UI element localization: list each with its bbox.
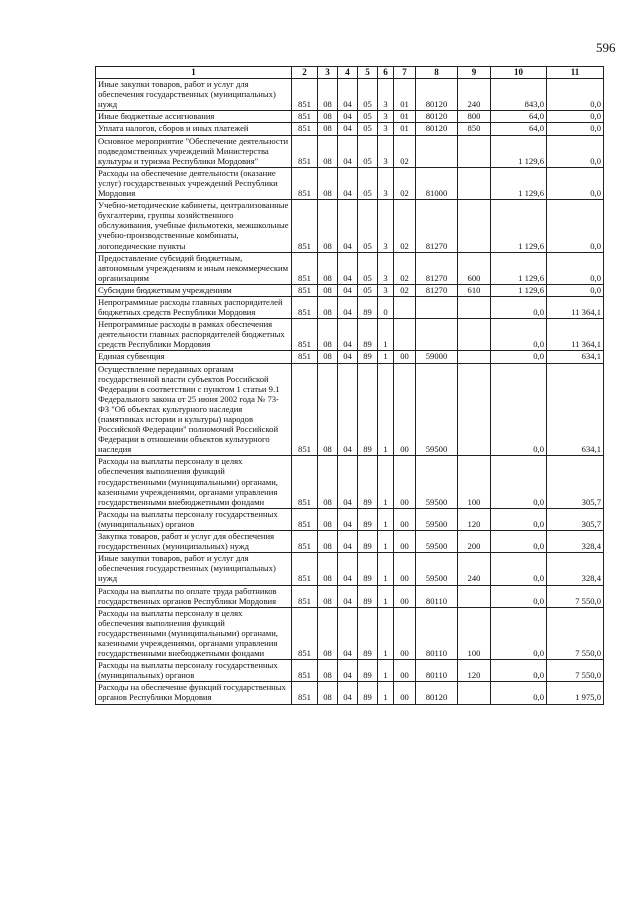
code-cell: 851	[292, 531, 318, 553]
column-header: 10	[491, 67, 547, 79]
amount-cell: 1 129,6	[491, 167, 547, 199]
amount-cell: 0,0	[491, 607, 547, 659]
code-cell: 02	[394, 200, 416, 252]
code-cell: 59000	[416, 351, 458, 363]
page-number: 596	[596, 40, 616, 55]
code-cell: 00	[394, 585, 416, 607]
amount-cell: 64,0	[491, 111, 547, 123]
code-cell: 08	[318, 660, 338, 682]
code-cell: 3	[378, 200, 394, 252]
code-cell: 851	[292, 200, 318, 252]
code-cell: 08	[318, 135, 338, 167]
code-cell: 120	[458, 660, 491, 682]
code-cell: 04	[338, 363, 358, 456]
budget-table	[95, 66, 604, 705]
code-cell: 04	[338, 607, 358, 659]
table-row	[96, 585, 604, 607]
code-cell: 08	[318, 553, 338, 585]
code-cell: 00	[394, 351, 416, 363]
code-cell: 59500	[416, 456, 458, 508]
row-name-cell: Расходы на выплаты персоналу в целях обеспечения выполнения функций государственными (муниципальными) органами, казенными учреждениями, органами управления государственными внебюджетными фондами	[96, 456, 292, 508]
code-cell: 89	[358, 351, 378, 363]
code-cell: 08	[318, 508, 338, 530]
code-cell: 04	[338, 296, 358, 318]
code-cell: 89	[358, 553, 378, 585]
row-name-cell: Предоставление субсидий бюджетным, автономным учреждениям и иным некоммерческим организациям	[96, 252, 292, 284]
code-cell: 89	[358, 508, 378, 530]
table-row	[96, 79, 604, 111]
row-name-cell: Непрограммные расходы в рамках обеспечения деятельности главных распорядителей бюджетных средств Республики Мордовия	[96, 319, 292, 351]
code-cell: 01	[394, 123, 416, 135]
code-cell: 3	[378, 167, 394, 199]
code-cell: 851	[292, 607, 318, 659]
code-cell: 04	[338, 456, 358, 508]
row-name-cell: Учебно-методические кабинеты, централизованные бухгалтерии, группы хозяйственного обслуживания, учебные фильмотеки, межшкольные учебно-производственные комбинаты, логопедические пункты	[96, 200, 292, 252]
code-cell: 610	[458, 284, 491, 296]
code-cell: 851	[292, 79, 318, 111]
code-cell: 02	[394, 135, 416, 167]
code-cell: 240	[458, 79, 491, 111]
code-cell: 08	[318, 284, 338, 296]
amount-cell: 0,0	[491, 456, 547, 508]
column-header: 7	[394, 67, 416, 79]
code-cell: 1	[378, 456, 394, 508]
column-header: 5	[358, 67, 378, 79]
code-cell: 80120	[416, 111, 458, 123]
amount-cell: 11 364,1	[547, 319, 604, 351]
table-row	[96, 607, 604, 659]
row-name-cell: Расходы на выплаты персоналу в целях обеспечения выполнения функций государственными (муниципальными) органами, казенными учреждениями, органами управления государственными внебюджетными фондами	[96, 607, 292, 659]
code-cell: 08	[318, 252, 338, 284]
column-header: 11	[547, 67, 604, 79]
code-cell: 851	[292, 135, 318, 167]
code-cell: 04	[338, 200, 358, 252]
code-cell: 100	[458, 607, 491, 659]
code-cell: 851	[292, 252, 318, 284]
code-cell: 81000	[416, 167, 458, 199]
amount-cell: 0,0	[491, 585, 547, 607]
code-cell: 59500	[416, 363, 458, 456]
code-cell: 08	[318, 607, 338, 659]
amount-cell: 64,0	[491, 123, 547, 135]
code-cell: 3	[378, 111, 394, 123]
code-cell: 05	[358, 79, 378, 111]
row-name-cell: Расходы на выплаты по оплате труда работников государственных органов Республики Мордовия	[96, 585, 292, 607]
code-cell: 08	[318, 531, 338, 553]
table-row	[96, 508, 604, 530]
code-cell: 850	[458, 123, 491, 135]
code-cell: 851	[292, 660, 318, 682]
code-cell: 1	[378, 531, 394, 553]
code-cell: 04	[338, 553, 358, 585]
amount-cell: 634,1	[547, 363, 604, 456]
code-cell: 851	[292, 456, 318, 508]
code-cell: 89	[358, 660, 378, 682]
code-cell	[394, 296, 416, 318]
code-cell: 59500	[416, 531, 458, 553]
code-cell: 3	[378, 79, 394, 111]
code-cell: 1	[378, 553, 394, 585]
code-cell: 89	[358, 607, 378, 659]
code-cell: 04	[338, 319, 358, 351]
code-cell	[458, 296, 491, 318]
code-cell: 0	[378, 296, 394, 318]
code-cell: 59500	[416, 508, 458, 530]
code-cell: 89	[358, 682, 378, 704]
row-name-cell: Закупка товаров, работ и услуг для обеспечения государственных (муниципальных) нужд	[96, 531, 292, 553]
code-cell	[416, 135, 458, 167]
amount-cell: 0,0	[491, 682, 547, 704]
table-row	[96, 167, 604, 199]
code-cell: 3	[378, 135, 394, 167]
code-cell: 08	[318, 111, 338, 123]
amount-cell: 0,0	[547, 111, 604, 123]
row-name-cell: Осуществление переданных органам государственной власти субъектов Российской Федерации в соответствии с пунктом 1 статьи 9.1 Федерального закона от 25 июня 2002 года № 73-ФЗ "Об объектах культурного наследия (памятниках истории и культуры) народов Российской Федерации" полномочий Российской Федерации в отношении объектов культурного наследия	[96, 363, 292, 456]
code-cell: 80120	[416, 123, 458, 135]
code-cell: 05	[358, 284, 378, 296]
code-cell: 00	[394, 660, 416, 682]
code-cell: 59500	[416, 553, 458, 585]
code-cell: 100	[458, 456, 491, 508]
amount-cell: 0,0	[491, 351, 547, 363]
table-row	[96, 284, 604, 296]
code-cell: 89	[358, 585, 378, 607]
code-cell: 02	[394, 252, 416, 284]
table-row	[96, 123, 604, 135]
code-cell: 08	[318, 363, 338, 456]
code-cell: 05	[358, 167, 378, 199]
code-cell	[394, 319, 416, 351]
row-name-cell: Иные закупки товаров, работ и услуг для обеспечения государственных (муниципальных) нужд	[96, 79, 292, 111]
table-row	[96, 660, 604, 682]
amount-cell: 0,0	[547, 135, 604, 167]
code-cell: 04	[338, 508, 358, 530]
code-cell: 240	[458, 553, 491, 585]
code-cell: 89	[358, 531, 378, 553]
code-cell: 80110	[416, 607, 458, 659]
amount-cell: 0,0	[547, 284, 604, 296]
code-cell	[458, 135, 491, 167]
table-row	[96, 456, 604, 508]
code-cell: 1	[378, 660, 394, 682]
code-cell: 851	[292, 585, 318, 607]
code-cell: 04	[338, 585, 358, 607]
code-cell: 89	[358, 296, 378, 318]
code-cell: 1	[378, 351, 394, 363]
row-name-cell: Непрограммные расходы главных распорядителей бюджетных средств Республики Мордовия	[96, 296, 292, 318]
code-cell: 04	[338, 79, 358, 111]
code-cell: 851	[292, 508, 318, 530]
row-name-cell: Уплата налогов, сборов и иных платежей	[96, 123, 292, 135]
code-cell: 01	[394, 111, 416, 123]
code-cell: 3	[378, 252, 394, 284]
code-cell: 05	[358, 111, 378, 123]
amount-cell: 1 975,0	[547, 682, 604, 704]
row-name-cell: Субсидии бюджетным учреждениям	[96, 284, 292, 296]
code-cell: 04	[338, 531, 358, 553]
amount-cell: 0,0	[491, 508, 547, 530]
code-cell: 851	[292, 351, 318, 363]
code-cell: 851	[292, 319, 318, 351]
table-row	[96, 553, 604, 585]
table-row	[96, 296, 604, 318]
code-cell: 08	[318, 200, 338, 252]
code-cell: 04	[338, 135, 358, 167]
code-cell: 80110	[416, 585, 458, 607]
code-cell: 00	[394, 508, 416, 530]
amount-cell: 0,0	[547, 79, 604, 111]
row-name-cell: Единая субвенция	[96, 351, 292, 363]
row-name-cell: Основное мероприятие "Обеспечение деятельности подведомственных учреждений Министерства культуры и туризма Республики Мордовия"	[96, 135, 292, 167]
column-header: 1	[96, 67, 292, 79]
code-cell: 04	[338, 284, 358, 296]
code-cell: 1	[378, 508, 394, 530]
code-cell: 04	[338, 351, 358, 363]
code-cell: 1	[378, 607, 394, 659]
code-cell	[458, 319, 491, 351]
amount-cell: 0,0	[547, 252, 604, 284]
code-cell: 89	[358, 363, 378, 456]
code-cell: 3	[378, 123, 394, 135]
table-row	[96, 135, 604, 167]
amount-cell: 7 550,0	[547, 660, 604, 682]
row-name-cell: Иные бюджетные ассигнования	[96, 111, 292, 123]
code-cell: 00	[394, 553, 416, 585]
code-cell: 89	[358, 319, 378, 351]
code-cell	[458, 682, 491, 704]
code-cell: 80120	[416, 79, 458, 111]
code-cell: 00	[394, 682, 416, 704]
code-cell: 81270	[416, 252, 458, 284]
code-cell: 05	[358, 123, 378, 135]
code-cell: 08	[318, 79, 338, 111]
code-cell: 02	[394, 167, 416, 199]
code-cell: 08	[318, 296, 338, 318]
table-row	[96, 252, 604, 284]
amount-cell: 7 550,0	[547, 585, 604, 607]
code-cell: 05	[358, 200, 378, 252]
table-row	[96, 682, 604, 704]
code-cell: 00	[394, 363, 416, 456]
amount-cell: 0,0	[491, 319, 547, 351]
amount-cell: 0,0	[491, 531, 547, 553]
code-cell: 08	[318, 123, 338, 135]
code-cell: 1	[378, 585, 394, 607]
code-cell: 00	[394, 531, 416, 553]
code-cell: 08	[318, 319, 338, 351]
code-cell: 01	[394, 79, 416, 111]
code-cell: 81270	[416, 200, 458, 252]
code-cell: 08	[318, 167, 338, 199]
code-cell: 04	[338, 252, 358, 284]
table-row	[96, 200, 604, 252]
table-row	[96, 111, 604, 123]
code-cell: 05	[358, 135, 378, 167]
code-cell	[416, 296, 458, 318]
code-cell: 1	[378, 363, 394, 456]
code-cell: 120	[458, 508, 491, 530]
code-cell: 08	[318, 456, 338, 508]
amount-cell: 305,7	[547, 456, 604, 508]
code-cell: 81270	[416, 284, 458, 296]
code-cell: 851	[292, 682, 318, 704]
code-cell: 89	[358, 456, 378, 508]
code-cell: 3	[378, 284, 394, 296]
amount-cell: 0,0	[491, 363, 547, 456]
column-header: 8	[416, 67, 458, 79]
code-cell: 08	[318, 351, 338, 363]
table-row	[96, 363, 604, 456]
code-cell: 08	[318, 585, 338, 607]
row-name-cell: Иные закупки товаров, работ и услуг для обеспечения государственных (муниципальных) нужд	[96, 553, 292, 585]
table-header-row	[96, 67, 604, 79]
code-cell: 851	[292, 123, 318, 135]
amount-cell: 634,1	[547, 351, 604, 363]
code-cell	[458, 363, 491, 456]
code-cell: 800	[458, 111, 491, 123]
code-cell: 05	[358, 252, 378, 284]
amount-cell: 1 129,6	[491, 135, 547, 167]
code-cell: 04	[338, 660, 358, 682]
row-name-cell: Расходы на обеспечение деятельности (оказание услуг) государственных учреждений Республики Мордовия	[96, 167, 292, 199]
code-cell	[458, 200, 491, 252]
amount-cell: 1 129,6	[491, 284, 547, 296]
code-cell: 851	[292, 111, 318, 123]
code-cell: 04	[338, 123, 358, 135]
code-cell: 600	[458, 252, 491, 284]
code-cell: 851	[292, 167, 318, 199]
amount-cell: 7 550,0	[547, 607, 604, 659]
column-header: 9	[458, 67, 491, 79]
code-cell: 00	[394, 456, 416, 508]
amount-cell: 305,7	[547, 508, 604, 530]
amount-cell: 843,0	[491, 79, 547, 111]
column-header: 2	[292, 67, 318, 79]
amount-cell: 0,0	[547, 200, 604, 252]
amount-cell: 0,0	[491, 296, 547, 318]
code-cell: 851	[292, 363, 318, 456]
amount-cell: 1 129,6	[491, 252, 547, 284]
amount-cell: 11 364,1	[547, 296, 604, 318]
code-cell: 08	[318, 682, 338, 704]
code-cell: 80120	[416, 682, 458, 704]
amount-cell: 0,0	[491, 660, 547, 682]
row-name-cell: Расходы на выплаты персоналу государственных (муниципальных) органов	[96, 508, 292, 530]
table-row	[96, 531, 604, 553]
code-cell: 1	[378, 319, 394, 351]
code-cell: 200	[458, 531, 491, 553]
code-cell	[458, 585, 491, 607]
amount-cell: 0,0	[547, 167, 604, 199]
code-cell: 00	[394, 607, 416, 659]
amount-cell: 328,4	[547, 553, 604, 585]
row-name-cell: Расходы на обеспечение функций государственных органов Республики Мордовия	[96, 682, 292, 704]
code-cell: 1	[378, 682, 394, 704]
code-cell: 04	[338, 167, 358, 199]
code-cell: 851	[292, 296, 318, 318]
amount-cell: 328,4	[547, 531, 604, 553]
table-row	[96, 319, 604, 351]
table-row	[96, 351, 604, 363]
code-cell: 04	[338, 111, 358, 123]
column-header: 3	[318, 67, 338, 79]
column-header: 4	[338, 67, 358, 79]
code-cell	[458, 167, 491, 199]
code-cell: 02	[394, 284, 416, 296]
code-cell	[416, 319, 458, 351]
code-cell: 80110	[416, 660, 458, 682]
amount-cell: 1 129,6	[491, 200, 547, 252]
code-cell: 851	[292, 553, 318, 585]
amount-cell: 0,0	[547, 123, 604, 135]
row-name-cell: Расходы на выплаты персоналу государственных (муниципальных) органов	[96, 660, 292, 682]
code-cell	[458, 351, 491, 363]
code-cell: 851	[292, 284, 318, 296]
column-header: 6	[378, 67, 394, 79]
code-cell: 04	[338, 682, 358, 704]
amount-cell: 0,0	[491, 553, 547, 585]
